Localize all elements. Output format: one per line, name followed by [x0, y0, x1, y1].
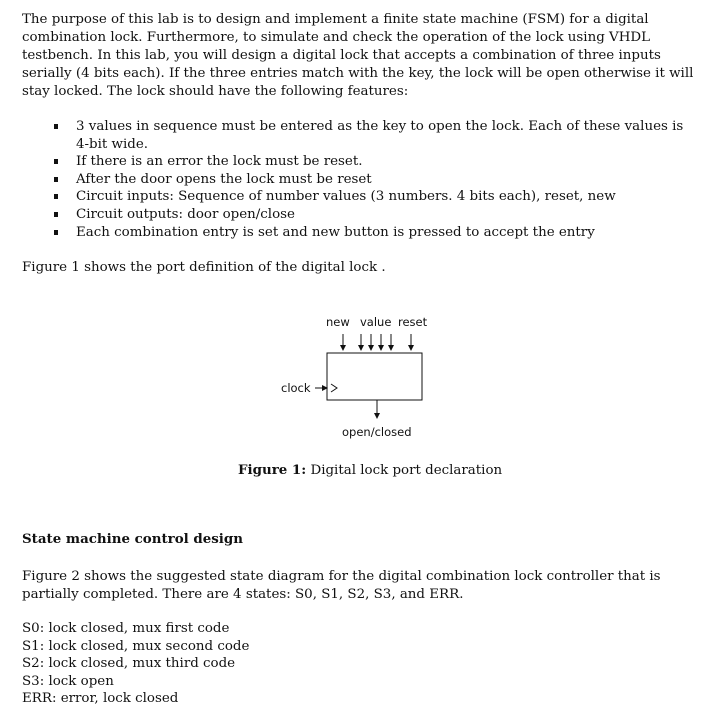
- caption-text: Digital lock port declaration: [310, 463, 503, 478]
- feature-list: [54, 118, 694, 241]
- bullet-square-icon: [54, 159, 58, 164]
- input-arrows: [343, 334, 411, 350]
- bullet-square-icon: [54, 194, 58, 199]
- list-item: Circuit outputs: door open/close: [54, 206, 694, 224]
- list-item: After the door opens the lock must be reset: [54, 171, 694, 189]
- label-value: value: [360, 315, 392, 329]
- list-item: S1: lock closed, mux second code: [22, 638, 250, 654]
- intro-paragraph: The purpose of this lab is to design and implement a finite state machine (FSM) for a digital combination lock. Furthermore, to simulate and check the operation of the lock using VHDL testbench. In this lab, you will design a digital lock that accepts a combination of three inputs serially (4 bits each). If the three entries match with the key, the lock will be open otherwise it will stay locked. The lock should have the following features:: [22, 12, 694, 99]
- bullet-square-icon: [54, 212, 58, 217]
- list-item: 3 values in sequence must be entered as the key to open the lock. Each of these values is 4-bit wide.: [54, 118, 694, 153]
- list-item: Each combination entry is set and new button is pressed to accept the entry: [54, 224, 694, 242]
- label-clock: clock: [281, 381, 311, 395]
- list-item: Circuit inputs: Sequence of number values (3 numbers. 4 bits each), reset, new: [54, 188, 694, 206]
- state-list: [22, 620, 249, 708]
- list-item: ERR: error, lock closed: [22, 691, 179, 707]
- port-diagram-svg: [270, 312, 470, 442]
- section-heading: State machine control design: [22, 531, 243, 547]
- label-new: new: [326, 315, 350, 329]
- caption-label: Figure 1:: [238, 462, 307, 478]
- port-diagram: [270, 312, 470, 442]
- label-output: open/closed: [342, 425, 412, 439]
- list-item: If there is an error the lock must be reset.: [54, 153, 694, 171]
- figure-intro-text: Figure 1 shows the port definition of the digital lock .: [22, 260, 386, 275]
- figure-caption: [238, 461, 502, 480]
- bullet-square-icon: [54, 230, 58, 235]
- label-reset: reset: [398, 315, 428, 329]
- bullet-square-icon: [54, 177, 58, 182]
- list-item: S0: lock closed, mux first code: [22, 621, 230, 636]
- lock-block: [327, 353, 422, 400]
- bullet-square-icon: [54, 124, 58, 129]
- list-item: S3: lock open: [22, 673, 114, 689]
- figure2-description: Figure 2 shows the suggested state diagram for the digital combination lock controller that is partially completed. There are 4 states: S0, S1, S2, S3, and ERR.: [22, 569, 661, 602]
- list-item: S2: lock closed, mux third code: [22, 656, 236, 672]
